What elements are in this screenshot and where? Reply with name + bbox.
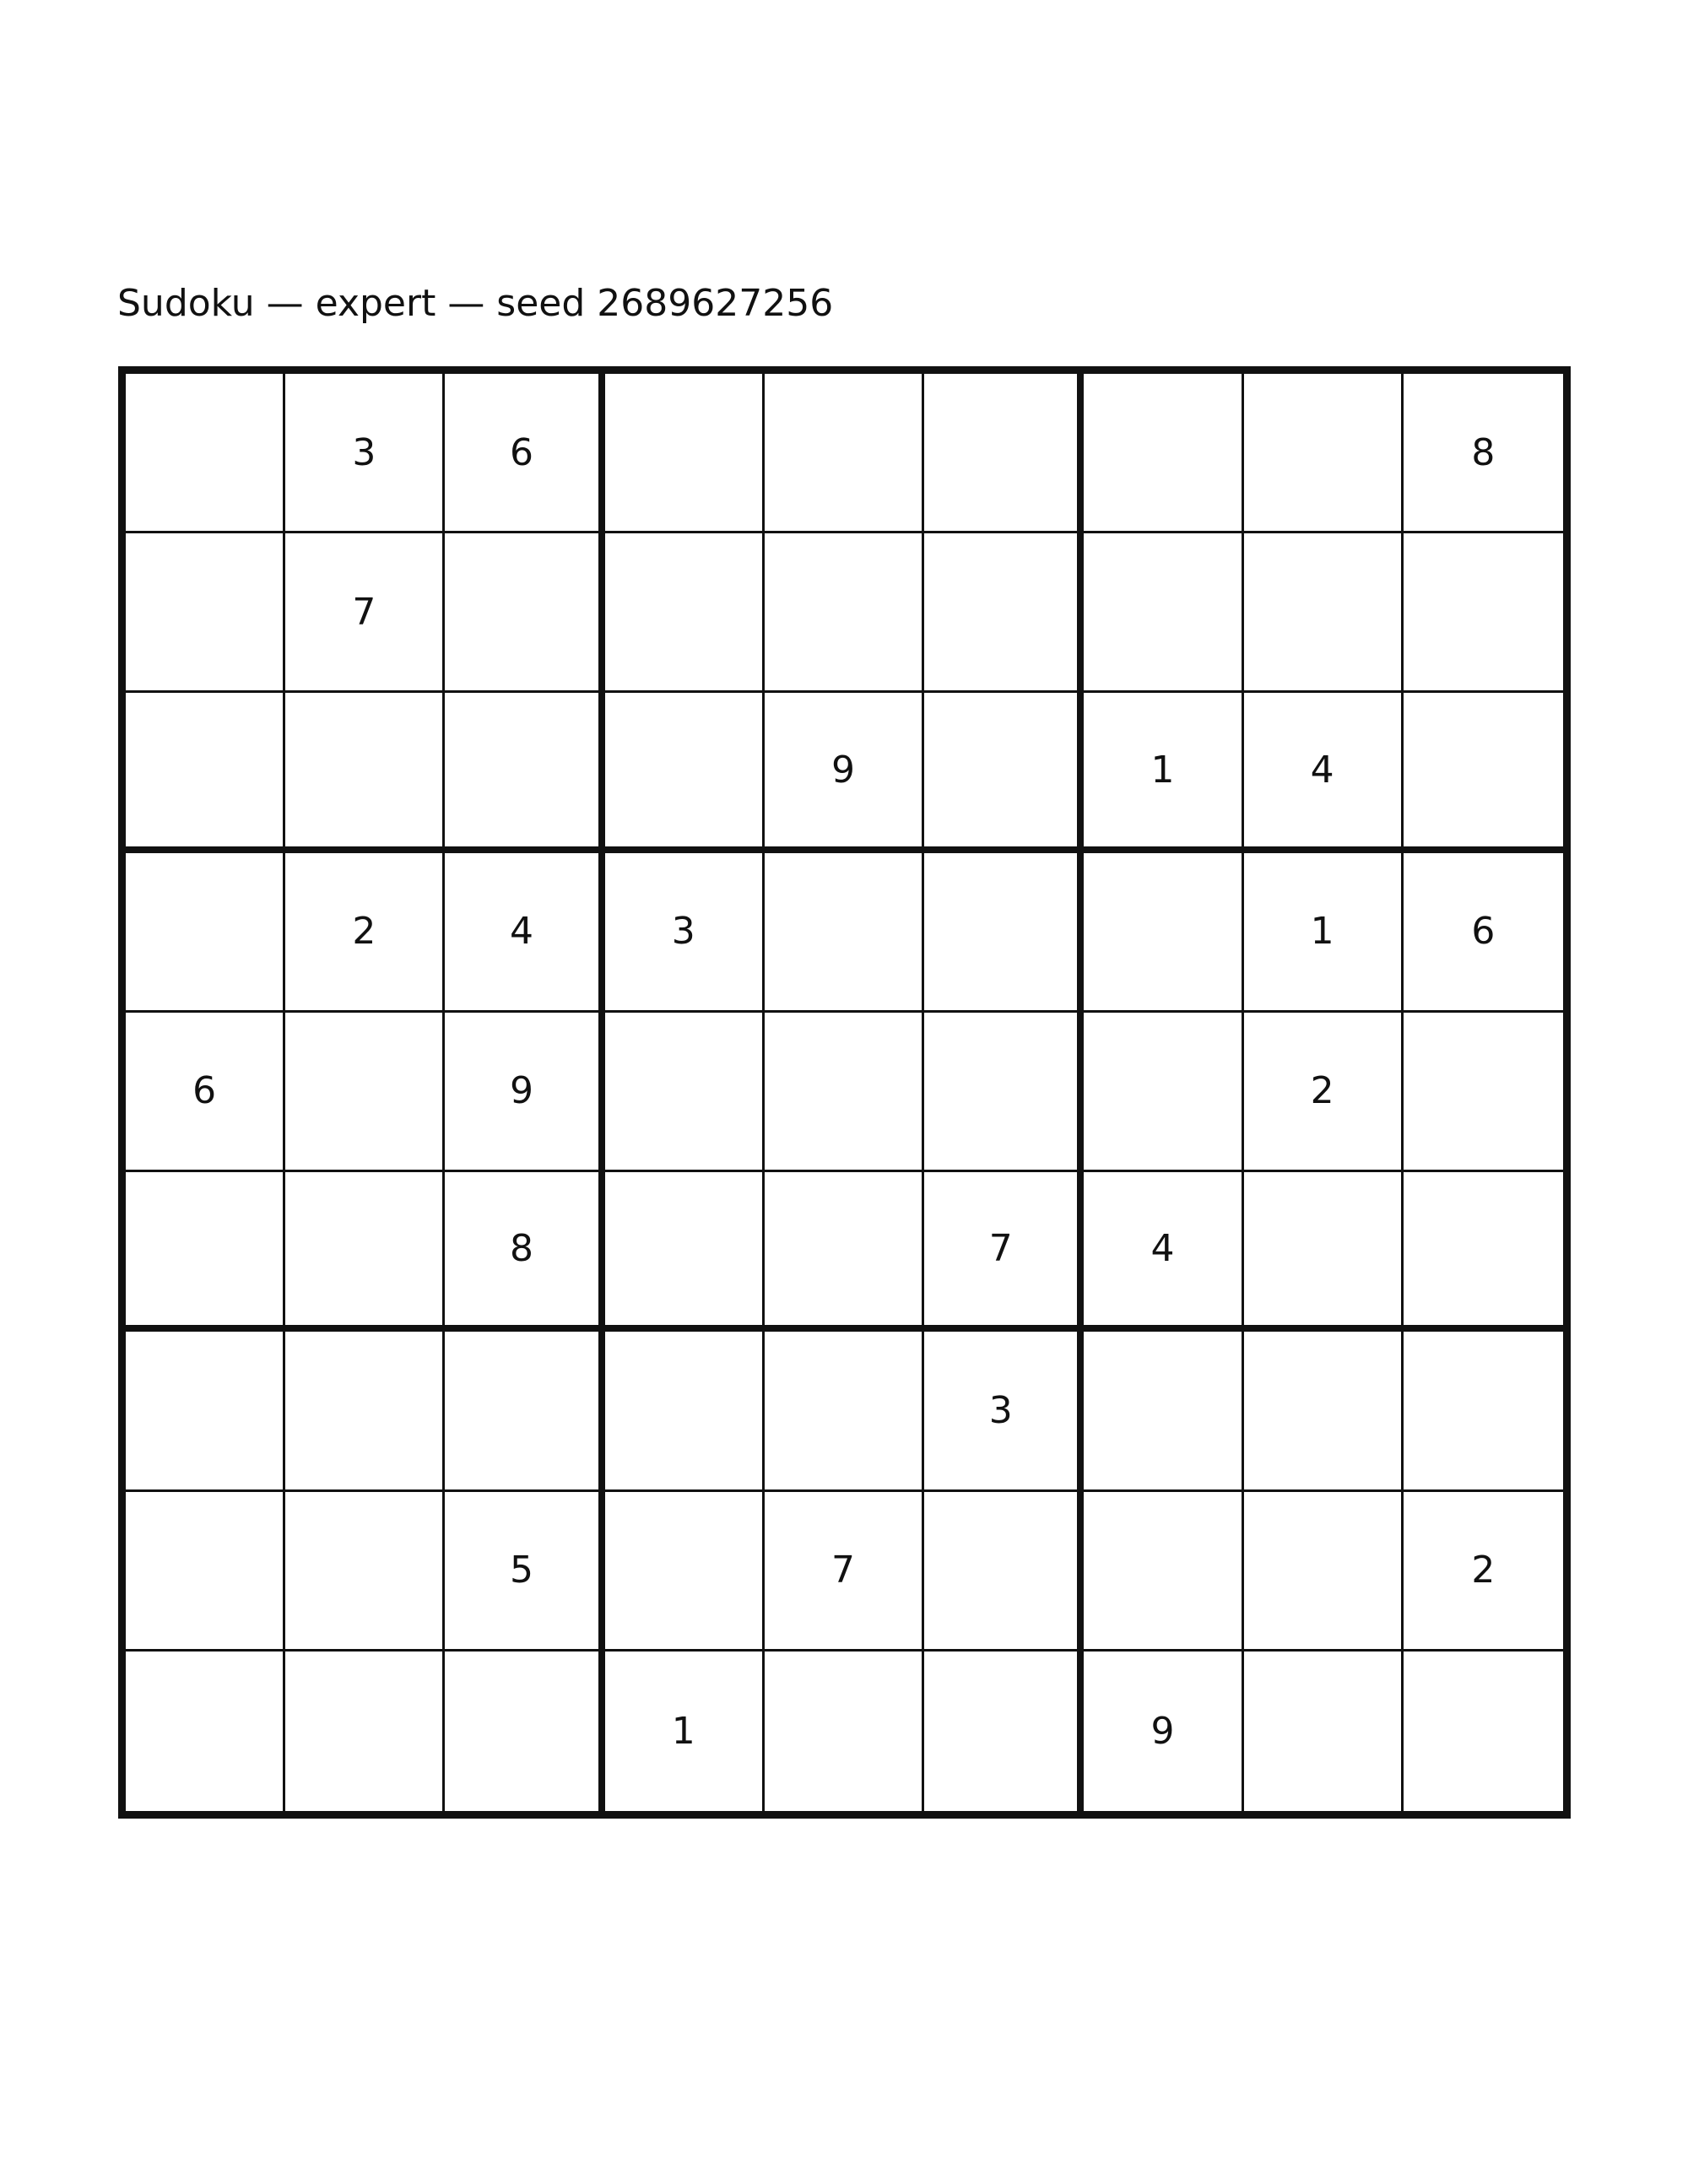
- empty-cell[interactable]: [1244, 1652, 1404, 1811]
- puzzle-title: Sudoku — expert — seed 2689627256: [117, 282, 834, 325]
- empty-cell[interactable]: [1084, 853, 1243, 1013]
- given-cell[interactable]: 9: [1084, 1652, 1243, 1811]
- empty-cell[interactable]: [1404, 693, 1563, 852]
- empty-cell[interactable]: [1404, 1013, 1563, 1172]
- given-cell[interactable]: 6: [1404, 853, 1563, 1013]
- empty-cell[interactable]: [924, 374, 1084, 533]
- given-cell[interactable]: 4: [1244, 693, 1404, 852]
- empty-cell[interactable]: [924, 1013, 1084, 1172]
- empty-cell[interactable]: [445, 533, 604, 693]
- given-cell[interactable]: 4: [445, 853, 604, 1013]
- given-cell[interactable]: 6: [126, 1013, 285, 1172]
- given-cell[interactable]: 6: [445, 374, 604, 533]
- empty-cell[interactable]: [126, 1492, 285, 1652]
- empty-cell[interactable]: [1244, 1172, 1404, 1332]
- given-cell[interactable]: 7: [285, 533, 445, 693]
- empty-cell[interactable]: [924, 533, 1084, 693]
- empty-cell[interactable]: [605, 1013, 765, 1172]
- empty-cell[interactable]: [126, 693, 285, 852]
- given-cell[interactable]: 2: [1244, 1013, 1404, 1172]
- given-cell[interactable]: 1: [605, 1652, 765, 1811]
- empty-cell[interactable]: [126, 853, 285, 1013]
- given-cell[interactable]: 7: [924, 1172, 1084, 1332]
- empty-cell[interactable]: [605, 1172, 765, 1332]
- given-cell[interactable]: 3: [605, 853, 765, 1013]
- given-cell[interactable]: 2: [285, 853, 445, 1013]
- given-cell[interactable]: 1: [1244, 853, 1404, 1013]
- empty-cell[interactable]: [126, 533, 285, 693]
- empty-cell[interactable]: [285, 1172, 445, 1332]
- empty-cell[interactable]: [1244, 1332, 1404, 1491]
- empty-cell[interactable]: [605, 533, 765, 693]
- given-cell[interactable]: 9: [445, 1013, 604, 1172]
- empty-cell[interactable]: [924, 693, 1084, 852]
- given-cell[interactable]: 9: [765, 693, 924, 852]
- empty-cell[interactable]: [765, 1172, 924, 1332]
- empty-cell[interactable]: [1084, 1332, 1243, 1491]
- empty-cell[interactable]: [605, 374, 765, 533]
- empty-cell[interactable]: [126, 374, 285, 533]
- empty-cell[interactable]: [285, 1652, 445, 1811]
- empty-cell[interactable]: [765, 1013, 924, 1172]
- empty-cell[interactable]: [1244, 374, 1404, 533]
- empty-cell[interactable]: [285, 1332, 445, 1491]
- empty-cell[interactable]: [445, 1652, 604, 1811]
- empty-cell[interactable]: [445, 693, 604, 852]
- empty-cell[interactable]: [1404, 1172, 1563, 1332]
- empty-cell[interactable]: [1404, 1332, 1563, 1491]
- empty-cell[interactable]: [1404, 1652, 1563, 1811]
- empty-cell[interactable]: [765, 533, 924, 693]
- empty-cell[interactable]: [1084, 1013, 1243, 1172]
- empty-cell[interactable]: [924, 1652, 1084, 1811]
- empty-cell[interactable]: [126, 1172, 285, 1332]
- empty-cell[interactable]: [1404, 533, 1563, 693]
- empty-cell[interactable]: [605, 1332, 765, 1491]
- empty-cell[interactable]: [605, 1492, 765, 1652]
- given-cell[interactable]: 4: [1084, 1172, 1243, 1332]
- empty-cell[interactable]: [126, 1332, 285, 1491]
- empty-cell[interactable]: [445, 1332, 604, 1491]
- empty-cell[interactable]: [924, 1492, 1084, 1652]
- given-cell[interactable]: 3: [924, 1332, 1084, 1491]
- given-cell[interactable]: 7: [765, 1492, 924, 1652]
- empty-cell[interactable]: [1084, 533, 1243, 693]
- empty-cell[interactable]: [765, 1652, 924, 1811]
- given-cell[interactable]: 3: [285, 374, 445, 533]
- given-cell[interactable]: 8: [1404, 374, 1563, 533]
- empty-cell[interactable]: [765, 1332, 924, 1491]
- sudoku-board: [118, 366, 1571, 1819]
- given-cell[interactable]: 8: [445, 1172, 604, 1332]
- empty-cell[interactable]: [605, 693, 765, 852]
- empty-cell[interactable]: [1084, 374, 1243, 533]
- empty-cell[interactable]: [1084, 1492, 1243, 1652]
- empty-cell[interactable]: [1244, 1492, 1404, 1652]
- given-cell[interactable]: 1: [1084, 693, 1243, 852]
- empty-cell[interactable]: [285, 1492, 445, 1652]
- empty-cell[interactable]: [1244, 533, 1404, 693]
- empty-cell[interactable]: [765, 853, 924, 1013]
- given-cell[interactable]: 5: [445, 1492, 604, 1652]
- empty-cell[interactable]: [285, 693, 445, 852]
- empty-cell[interactable]: [285, 1013, 445, 1172]
- empty-cell[interactable]: [765, 374, 924, 533]
- empty-cell[interactable]: [924, 853, 1084, 1013]
- given-cell[interactable]: 2: [1404, 1492, 1563, 1652]
- empty-cell[interactable]: [126, 1652, 285, 1811]
